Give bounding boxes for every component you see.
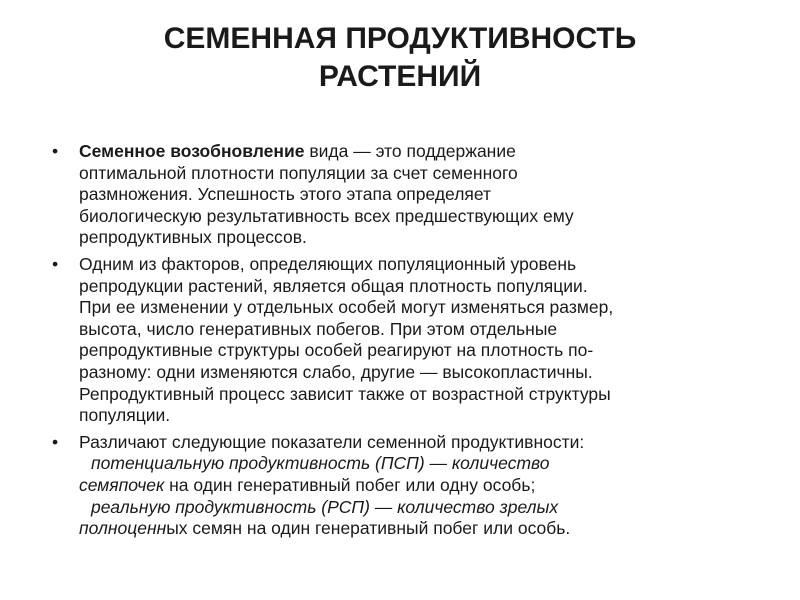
text-line: популяции. <box>79 405 171 426</box>
text-fragment: вида — это поддержание <box>304 141 516 161</box>
sub-item-potential-line-1 <box>79 453 770 475</box>
text-line: репродуктивные структуры особей реагируют на плотность по- <box>79 340 594 361</box>
text-fragment: ых семян на один генеративный побег или особь. <box>166 518 571 539</box>
slide-title-line-2: РАСТЕНИЙ <box>318 60 482 93</box>
text-line: Одним из факторов, определяющих популяционный уровень <box>79 253 577 274</box>
bullet-dot-icon: • <box>52 253 59 274</box>
text-line: размножения. Успешность этого этапа определяет <box>79 184 492 205</box>
text-line: разному: одни изменяются слабо, другие — высокопластичны. <box>79 361 593 382</box>
text-line: репродукции растений, является общая плотность популяции. <box>79 275 588 296</box>
bullet-item-seed-renewal <box>50 141 770 249</box>
text-line: биологическую результативность всех предшествующих ему <box>79 205 574 226</box>
sub-item-potential-line-2 <box>79 475 770 497</box>
sub-item-real-line-2 <box>79 518 770 540</box>
bullet-dot-icon: • <box>52 431 59 452</box>
bullet-dot-icon: • <box>52 141 59 161</box>
sub-item-real-line-1 <box>79 497 770 519</box>
slide-title-line-1: СЕМЕННАЯ ПРОДУКТИВНОСТЬ <box>163 22 637 55</box>
italic-text: семяпочек <box>79 474 165 495</box>
italic-text: потенциальную продуктивность (ПСП) — количество <box>91 453 550 474</box>
italic-text: реальную продуктивность (РСП) — количество зрелых <box>91 496 559 517</box>
text-fragment: на один генеративный побег или одну особь; <box>164 474 536 495</box>
text-line: Различают следующие показатели семенной продуктивности: <box>79 431 585 452</box>
text-line: высота, число генеративных побегов. При этом отдельные <box>79 318 558 339</box>
text-line: репродуктивных процессов. <box>79 227 307 248</box>
italic-text: полноценн <box>79 518 167 539</box>
bullet-item-density-factor <box>50 254 770 427</box>
bold-term: Семенное возобновление <box>79 141 305 161</box>
bullet-list <box>50 141 770 545</box>
slide-title <box>0 20 800 96</box>
bullet-item-productivity-indicators <box>50 432 770 540</box>
text-line: Репродуктивный процесс зависит также от возрастной структуры <box>79 383 611 404</box>
text-line: При ее изменении у отдельных особей могут изменяться размер, <box>79 297 614 318</box>
text-line: оптимальной плотности популяции за счет семенного <box>79 162 518 183</box>
text-line <box>79 141 770 163</box>
